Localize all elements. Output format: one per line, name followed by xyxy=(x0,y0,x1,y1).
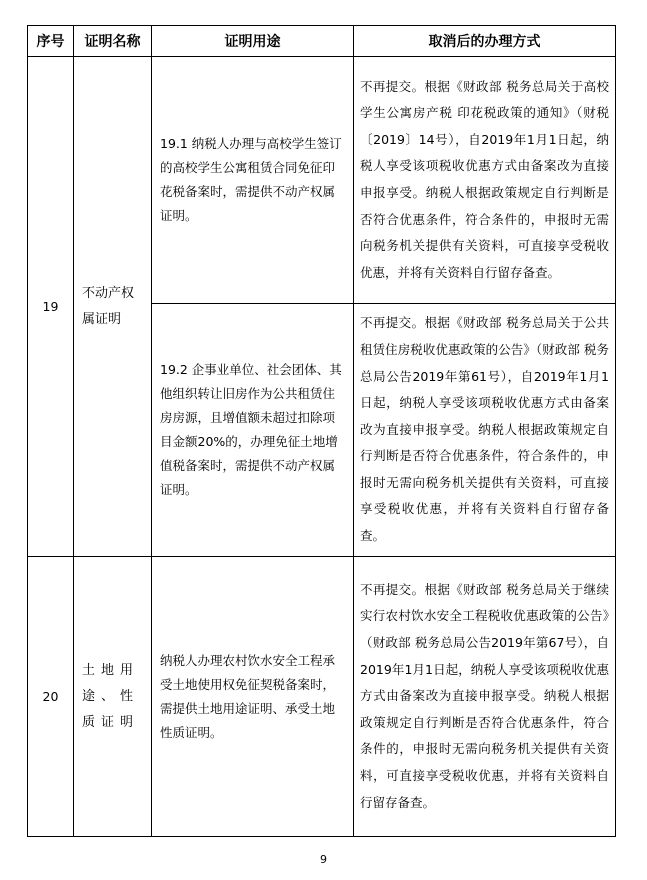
row-index: 20 xyxy=(28,557,74,837)
row-certificate-name: 土地用途、性质证明 xyxy=(74,557,152,837)
header-index: 序号 xyxy=(28,26,74,57)
header-way: 取消后的办理方式 xyxy=(354,26,616,57)
table-row xyxy=(28,57,616,304)
row-handling: 不再提交。根据《财政部 税务总局关于公共租赁住房税收优惠政策的公告》（财政部 税务总局公告2019年第61号），自2019年1月1日起，纳税人享受该项税收优惠方式由备案改为直接申报享受。纳税人根据政策规定自行判断是否符合优惠条件，符合条件的，申报时无需向税务机关提供有关资料，可直接享受税收优惠，并将有关资料自行留存备查。 xyxy=(354,304,616,557)
row-handling: 不再提交。根据《财政部 税务总局关于高校学生公寓房产税 印花税政策的通知》（财税〔2019〕14号），自2019年1月1日起，纳税人享受该项税收优惠方式由备案改为直接申报享受。纳税人根据政策规定自行判断是否符合优惠条件，符合条件的，申报时无需向税务机关提供有关资料，可直接享受税收优惠，并将有关资料自行留存备查。 xyxy=(354,57,616,304)
table-row xyxy=(28,557,616,837)
header-name: 证明名称 xyxy=(74,26,152,57)
page-number: 9 xyxy=(320,853,327,866)
header-use: 证明用途 xyxy=(152,26,354,57)
row-use: 19.2 企事业单位、社会团体、其他组织转让旧房作为公共租赁住房房源，且增值额未超过扣除项目金额20%的，办理免征土地增值税备案时，需提供不动产权属证明。 xyxy=(152,304,354,557)
row-index: 19 xyxy=(28,57,74,557)
row-handling: 不再提交。根据《财政部 税务总局关于继续实行农村饮水安全工程税收优惠政策的公告》（财政部 税务总局公告2019年第67号），自2019年1月1日起，纳税人享受该项税收优惠方式由备案改为直接申报享受。纳税人根据政策规定自行判断是否符合优惠条件，符合条件的，申报时无需向税务机关提供有关资料，可直接享受税收优惠，并将有关资料自行留存备查。 xyxy=(354,557,616,837)
row-certificate-name: 不动产权属证明 xyxy=(74,57,152,557)
certificate-table xyxy=(27,25,616,837)
table-header-row xyxy=(28,26,616,57)
row-use: 19.1 纳税人办理与高校学生签订的高校学生公寓租赁合同免征印花税备案时，需提供不动产权属证明。 xyxy=(152,57,354,304)
row-use: 纳税人办理农村饮水安全工程承受土地使用权免征契税备案时，需提供土地用途证明、承受土地性质证明。 xyxy=(152,557,354,837)
